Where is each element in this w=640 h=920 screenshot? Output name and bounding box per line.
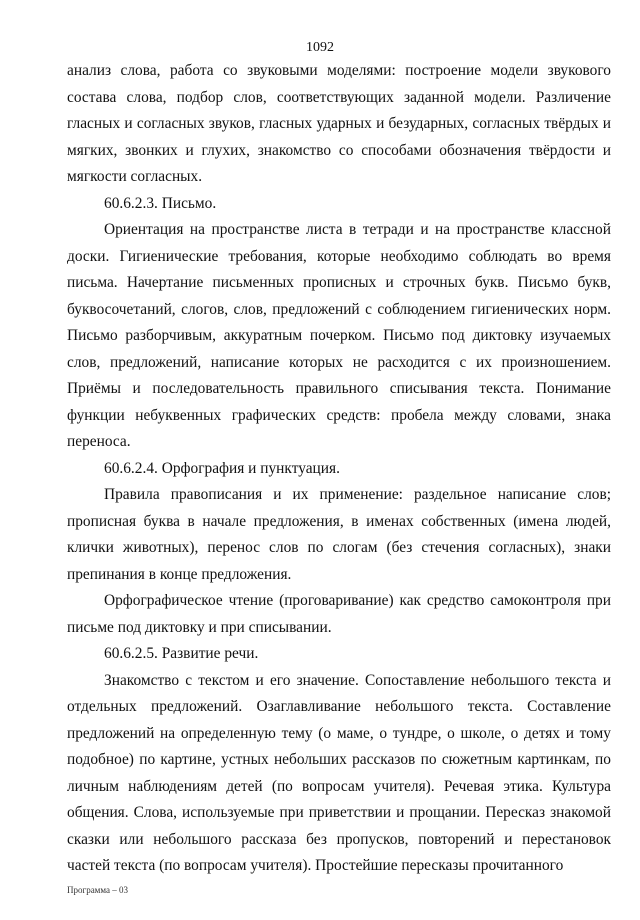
paragraph-continued: анализ слова, работа со звуковыми моделями: построение модели звукового состава слова, подбор слов, соответствующих заданной модели. Различение гласных и согласных звуков, гласных ударных и безударных, согласных твёрдых и мягких, звонких и глухих, знакомство со способами обозначения твёрдости и мягкости согласных.	[67, 62, 611, 185]
section-heading-speech: 60.6.2.5. Развитие речи.	[104, 645, 259, 662]
page-number: 1092	[306, 40, 334, 55]
section-heading-orthography: 60.6.2.4. Орфография и пунктуация.	[104, 459, 340, 477]
footer-note: Программа – 03	[67, 885, 129, 895]
paragraph-orthographic-reading: Орфографическое чтение (проговаривание) как средство самоконтроля при письме под диктовку и при списывании.	[67, 592, 611, 636]
paragraph-speech-development: Знакомство с текстом и его значение. Сопоставление небольшого текста и отдельных предложений. Озаглавливание небольшого текста. Составление предложений на определенную тему (о маме, о тундре, о школе, о детях и тому подобное) по картине, устных небольших рассказов по сюжетным картинкам, по личным наблюдениям детей (по вопросам учителя). Речевая этика. Культура общения. Слова, используемые при приветствии и прощании. Пересказ знакомой сказки или небольшого рассказа без пропусков, повторений и перестановок частей текста (по вопросам учителя). Простейшие пересказы прочитанного	[67, 671, 611, 874]
document-body	[67, 58, 611, 880]
paragraph-spelling-rules: Правила правописания и их применение: раздельное написание слов; прописная буква в начале предложения, в именах собственных (имена людей, клички животных), перенос слов по слогам (без стечения согласных), знаки препинания в конце предложения.	[67, 486, 611, 583]
paragraph-writing: Ориентация на пространстве листа в тетради и на пространстве классной доски. Гигиенические требования, которые необходимо соблюдать во время письма. Начертание письменных прописных и строчных букв. Письмо букв, буквосочетаний, слогов, слов, предложений с соблюдением гигиенических норм. Письмо разборчивым, аккуратным почерком. Письмо под диктовку изучаемых слов, предложений, написание которых не расходится с их произношением. Приёмы и последовательность правильного списывания текста. Понимание функции небуквенных графических средств: пробела между словами, знака переноса.	[67, 221, 611, 450]
section-heading-writing: 60.6.2.3. Письмо.	[104, 194, 217, 212]
